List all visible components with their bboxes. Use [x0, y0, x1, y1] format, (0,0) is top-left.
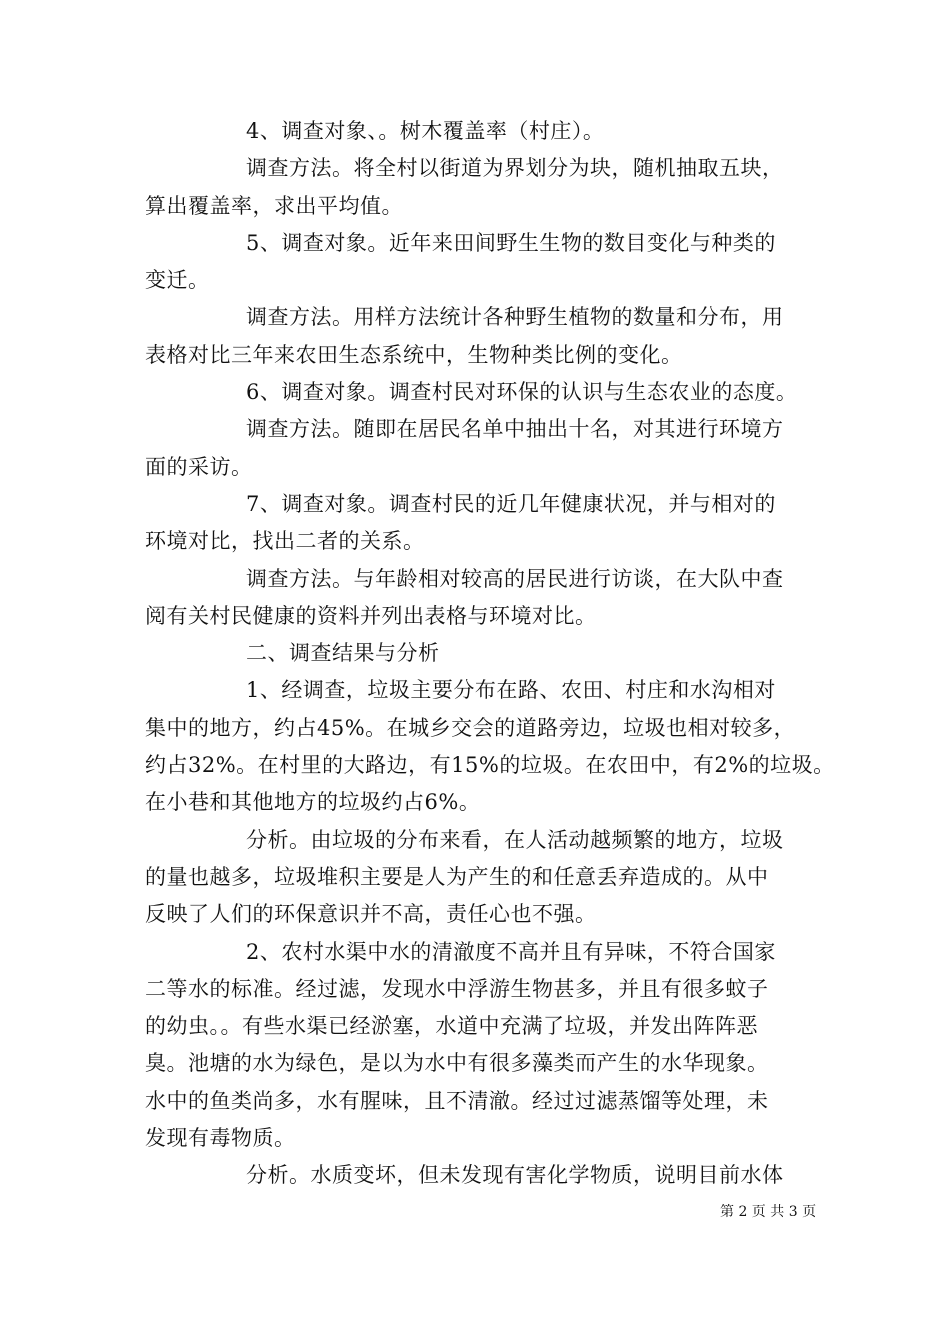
- paragraph-line: 调查方法。用样方法统计各种野生植物的数量和分布，用: [246, 305, 784, 330]
- paragraph-line: 臭。池塘的水为绿色，是以为水中有很多藻类而产生的水华现象。: [145, 1051, 769, 1076]
- paragraph-line: 环境对比，找出二者的关系。: [145, 529, 425, 554]
- paragraph-line: 7、调查对象。调查村民的近几年健康状况，并与相对的: [246, 491, 776, 516]
- paragraph-line: 面的采访。: [145, 454, 253, 479]
- paragraph-line: 的幼虫。。有些水渠已经淤塞，水道中充满了垃圾，并发出阵阵恶: [145, 1014, 758, 1039]
- paragraph-line: 调查方法。与年龄相对较高的居民进行访谈，在大队中查: [246, 566, 784, 591]
- paragraph-line: 的量也越多，垃圾堆积主要是人为产生的和任意丢弃造成的。从中: [145, 864, 769, 889]
- paragraph-line: 二等水的标准。经过滤，发现水中浮游生物甚多，并且有很多蚊子: [145, 976, 769, 1001]
- body-text: [145, 113, 835, 1195]
- paragraph-line: 6、调查对象。调查村民对环保的认识与生态农业的态度。: [246, 380, 798, 405]
- paragraph-line: 算出覆盖率，求出平均值。: [145, 193, 403, 218]
- paragraph-line: 调查方法。随即在居民名单中抽出十名，对其进行环境方: [246, 417, 784, 442]
- paragraph-line: 发现有毒物质。: [145, 1126, 296, 1151]
- paragraph-line: 1、经调查，垃圾主要分布在路、农田、村庄和水沟相对: [246, 678, 776, 703]
- paragraph-line: 4、调查对象、。树木覆盖率（村庄）。: [246, 119, 605, 143]
- section-heading: 二、调查结果与分析: [246, 641, 440, 666]
- page-number: 第 2 页 共 3 页: [720, 1204, 817, 1220]
- paragraph-line: 在小巷和其他地方的垃圾约占6%。: [145, 790, 481, 815]
- paragraph-line: 分析。水质变坏，但未发现有害化学物质，说明目前水体: [246, 1163, 784, 1188]
- paragraph-line: 变迁。: [145, 268, 210, 293]
- paragraph-line: 阅有关村民健康的资料并列出表格与环境对比。: [145, 603, 597, 628]
- paragraph-line: 2、农村水渠中水的清澈度不高并且有异味，不符合国家: [246, 939, 776, 964]
- paragraph-line: 反映了人们的环保意识并不高，责任心也不强。: [145, 902, 597, 927]
- paragraph-line: 约占32%。在村里的大路边，有15%的垃圾。在农田中，有2%的垃圾。: [145, 753, 835, 778]
- paragraph-line: 分析。由垃圾的分布来看，在人活动越频繁的地方，垃圾: [246, 827, 784, 852]
- paragraph-line: 水中的鱼类尚多，水有腥味，且不清澈。经过过滤蒸馏等处理，未: [145, 1088, 769, 1113]
- paragraph-line: 5、调查对象。近年来田间野生生物的数目变化与种类的: [246, 230, 776, 255]
- paragraph-line: 表格对比三年来农田生态系统中，生物种类比例的变化。: [145, 342, 683, 367]
- paragraph-line: 集中的地方，约占45%。在城乡交会的道路旁边，垃圾也相对较多，: [145, 715, 796, 740]
- paragraph-line: 调查方法。将全村以街道为界划分为块，随机抽取五块，: [246, 156, 784, 181]
